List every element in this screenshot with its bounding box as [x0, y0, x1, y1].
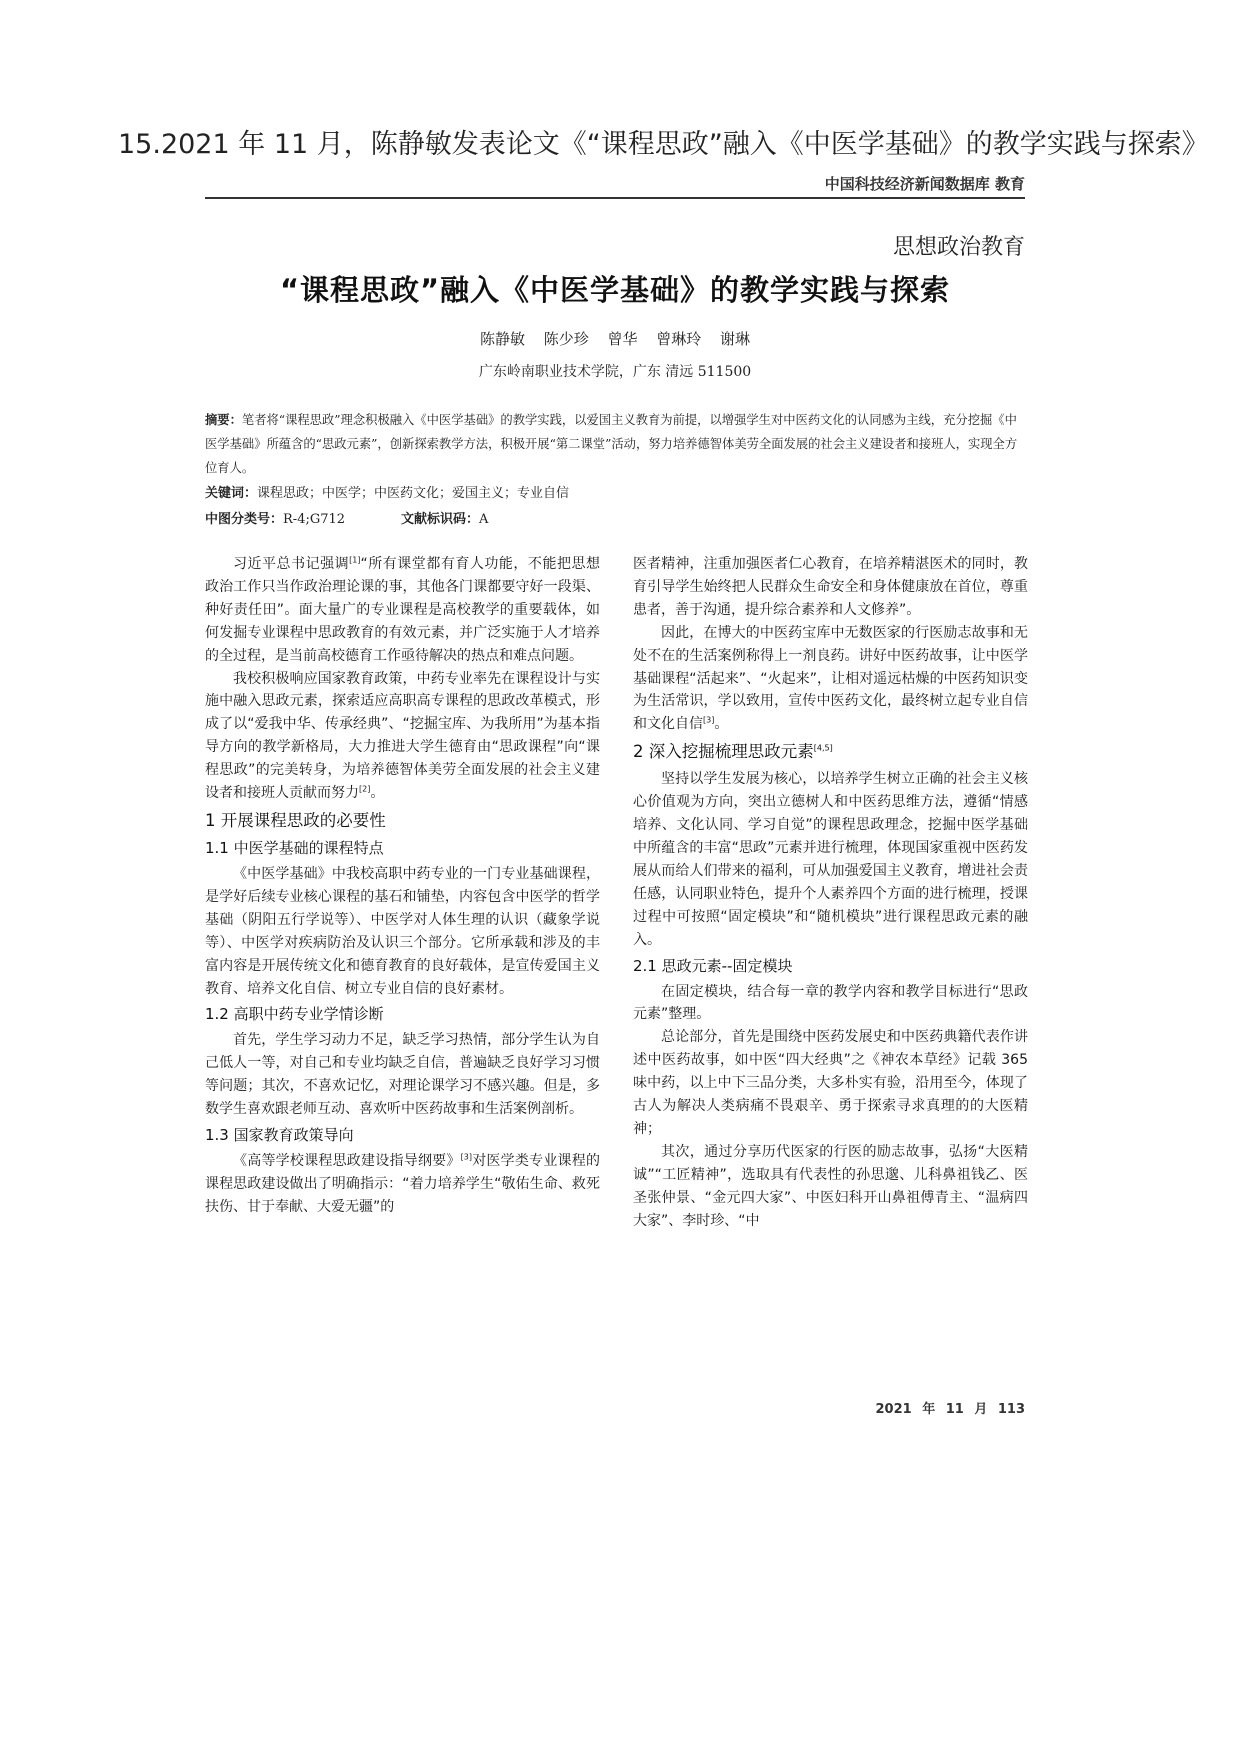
citation-marker: [4,5] [813, 743, 833, 753]
citation-marker: [3] [460, 1152, 472, 1162]
section-label: 思想政治教育 [892, 235, 1025, 260]
body-paragraph: 习近平总书记强调[1]“所有课堂都有育人功能，不能把思想政治工作只当作政治理论课的事，其他各门课都要守好一段渠、种好责任田”。面大量广的专业课程是高校教学的重要载体，如何发掘专业课程中思政教育的有效元素，并广泛实施于人才培养的全过程，是当前高校德育工作亟待解决的热点和难点问题。 [205, 555, 600, 664]
body-paragraph: 《中医学基础》中我校高职中药专业的一门专业基础课程，是学好后续专业核心课程的基石和铺垫，内容包含中医学的哲学基础（阴阳五行学说等）、中医学对人体生理的认识（藏象学说等）、中医学对疾病防治及认识三个部分。它所承载和涉及的丰富内容是开展传统文化和德育教育的良好载体，是宣传爱国主义教育、培养文化自信、树立专业自信的良好素材。 [205, 865, 600, 997]
body-paragraph: 我校积极响应国家教育政策，中药专业率先在课程设计与实施中融入思政元素，探索适应高职高专课程的思政改革模式，形成了以“爱我中华、传承经典”、“挖掘宝库、为我所用”为基本指导方向的教学新格局，大力推进大学生德育由“思政课程”向“课程思政”的完美转身，为培养德智体美劳全面发展的社会主义建设者和接班人贡献而努力[2]。 [205, 670, 600, 802]
body-paragraph: 其次，通过分享历代医家的行医的励志故事，弘扬“大医精诚”“工匠精神”，选取具有代表性的孙思邈、儿科鼻祖钱乙、医圣张仲景、“金元四大家”、中医妇科开山鼻祖傅青主、“温病四大家”、李时珍、“中 [633, 1143, 1028, 1229]
body-paragraph: 在固定模块，结合每一章的教学内容和教学目标进行“思政元素”整理。 [633, 983, 1028, 1023]
body-paragraph: 首先，学生学习动力不足，缺乏学习热情，部分学生认为自己低人一等，对自己和专业均缺乏自信，普遍缺乏良好学习习惯等问题；其次，不喜欢记忆，对理论课学习不感兴趣。但是，多数学生喜欢跟老师互动、喜欢听中医药故事和生活案例剖析。 [205, 1032, 600, 1118]
body-paragraph: 因此，在博大的中医药宝库中无数医家的行医励志故事和无处不在的生活案例称得上一剂良药。讲好中医药故事，让中医学基础课程“活起来”、“火起来”，让相对遥远枯燥的中医药知识变为生活常识，学以致用，宣传中医药文化，最终树立起专业自信和文化自信[3]。 [633, 624, 1028, 733]
subsection-heading: 1.3 国家教育政策导向 [205, 1126, 354, 1145]
section-heading: 2 深入挖掘梳理思政元素[4,5] [633, 742, 833, 762]
document-caption: 15.2021 年 11 月，陈静敏发表论文《“课程思政”融入《中医学基础》的教学实践与探索》 [118, 129, 1209, 160]
citation-marker: [1] [349, 555, 361, 565]
paper-page [205, 168, 1028, 1448]
body-paragraph: 坚持以学生发展为核心，以培养学生树立正确的社会主义核心价值观为方向，突出立德树人和中医药思维方法，遵循“情感培养、文化认同、学习自觉”的课程思政理念，挖掘中医学基础中所蕴含的丰富“思政”元素并进行梳理，体现国家重视中医药发展从而给人们带来的福利，可从加强爱国主义教育，增进社会责任感，认同职业特色，提升个人素养四个方面的进行梳理，授课过程中可按照“固定模块”和“随机模块”进行课程思政元素的融入。 [633, 771, 1028, 948]
body-paragraph: 医者精神，注重加强医者仁心教育，在培养精湛医术的同时，教育引导学生始终把人民群众生命安全和身体健康放在首位，尊重患者，善于沟通，提升综合素养和人文修养”。 [633, 556, 1028, 618]
keywords-label: 关键词： [205, 486, 258, 501]
doc-code-label: 文献标识码： [401, 512, 480, 527]
header-rule [205, 197, 1025, 199]
left-column [205, 553, 600, 1219]
subsection-heading: 1.2 高职中药专业学情诊断 [205, 1005, 384, 1024]
journal-header: 中国科技经济新闻数据库 教育 [824, 175, 1025, 193]
clc-value: R-4;G712 [283, 512, 346, 527]
doc-code-value: A [479, 512, 489, 527]
section-heading: 1 开展课程思政的必要性 [205, 810, 386, 830]
subsection-heading: 1.1 中医学基础的课程特点 [205, 838, 384, 857]
abstract-label: 摘要： [205, 412, 242, 427]
right-column [633, 553, 1028, 1232]
citation-marker: [3] [703, 715, 715, 725]
paper-title: “课程思政”融入《中医学基础》的教学实践与探索 [279, 273, 951, 307]
clc-label: 中图分类号： [205, 512, 284, 527]
body-paragraph: 总论部分，首先是围绕中医药发展史和中医药典籍代表作讲述中医药故事，如中医“四大经典”之《神农本草经》记载 365 味中药，以上中下三品分类，大多朴实有验，沿用至今，体现了古人为解决人类病痛不畏艰辛、勇于探索寻求真理的的大医精神； [633, 1029, 1028, 1137]
abstract [205, 408, 1025, 480]
author-affiliation: 广东岭南职业技术学院，广东 清远 511500 [478, 364, 752, 380]
body-paragraph: 《高等学校课程思政建设指导纲要》[3]对医学类专业课程的课程思政建设做出了明确指示：“着力培养学生“敬佑生命、救死扶伤、甘于奉献、大爱无疆”的 [205, 1152, 601, 1215]
keywords-text: 课程思政；中医学；中医药文化；爱国主义；专业自信 [257, 486, 570, 501]
author-list: 陈静敏 陈少珍 曾华 曾琳玲 谢琳 [479, 330, 751, 348]
citation-marker: [2] [359, 784, 371, 794]
abstract-text: 笔者将“课程思政”理念积极融入《中医学基础》的教学实践，以爱国主义教育为前提，以增强学生对中医药文化的认同感为主线，充分挖掘《中医学基础》所蕴含的“思政元素”，创新探索教学方法，积极开展“第二课堂”活动，努力培养德智体美劳全面发展的社会主义建设者和接班人，实现全方位育人。 [205, 413, 1018, 475]
page-footer: 2021 年 11 月 113 [875, 1402, 1025, 1417]
keywords-line [205, 482, 569, 501]
subsection-heading: 2.1 思政元素--固定模块 [633, 956, 793, 975]
classification-line [205, 508, 488, 527]
